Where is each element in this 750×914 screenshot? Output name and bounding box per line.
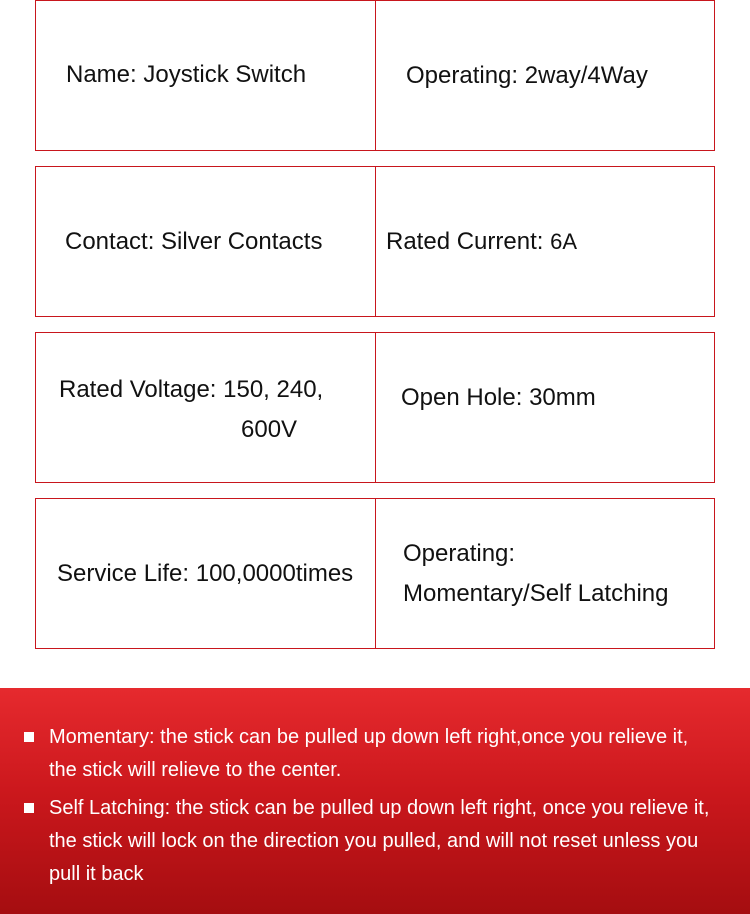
note-momentary-line1: Momentary: the stick can be pulled up down left right,once you relieve it, <box>49 726 689 748</box>
spec-rated-current-value: 6A <box>550 228 577 254</box>
spec-row-contact <box>35 166 715 317</box>
spec-cell-name <box>36 1 376 150</box>
spec-cell-contact <box>36 167 376 316</box>
note-self-latching-line3: pull it back <box>49 863 144 885</box>
spec-cell-operating-mode <box>376 499 714 648</box>
spec-row-name <box>35 0 715 151</box>
spec-operating-mode-line1: Operating: <box>403 539 516 567</box>
notes-banner <box>0 688 750 914</box>
square-bullet-icon <box>24 732 34 742</box>
spec-cell-service-life <box>36 499 376 648</box>
note-self-latching <box>0 792 750 891</box>
spec-rated-voltage-line1: Rated Voltage: 150, 240, <box>59 375 324 403</box>
note-self-latching-line2: the stick will lock on the direction you pulled, and will not reset unless you <box>49 830 699 852</box>
spec-contact-text: Contact: Silver Contacts <box>65 227 323 255</box>
spec-name-text: Name: Joystick Switch <box>66 60 307 88</box>
spec-service-life-text: Service Life: 100,0000times <box>57 559 354 587</box>
note-momentary <box>0 721 750 787</box>
spec-rated-current-label: Rated Current: <box>386 227 544 255</box>
spec-cell-operating-way <box>376 1 714 150</box>
spec-cell-open-hole <box>376 333 714 482</box>
spec-operating-way-text: Operating: 2way/4Way <box>406 61 648 89</box>
spec-row-voltage <box>35 332 715 483</box>
note-self-latching-line1: Self Latching: the stick can be pulled up down left right, once you relieve it, <box>49 797 710 819</box>
spec-operating-mode-line2: Momentary/Self Latching <box>403 579 669 607</box>
spec-open-hole-text: Open Hole: 30mm <box>401 383 596 411</box>
note-momentary-line2: the stick will relieve to the center. <box>49 759 342 781</box>
spec-row-service <box>35 498 715 649</box>
square-bullet-icon <box>24 803 34 813</box>
spec-rated-voltage-line2: 600V <box>241 415 298 443</box>
spec-cell-rated-voltage <box>36 333 376 482</box>
spec-cell-rated-current <box>376 167 714 316</box>
